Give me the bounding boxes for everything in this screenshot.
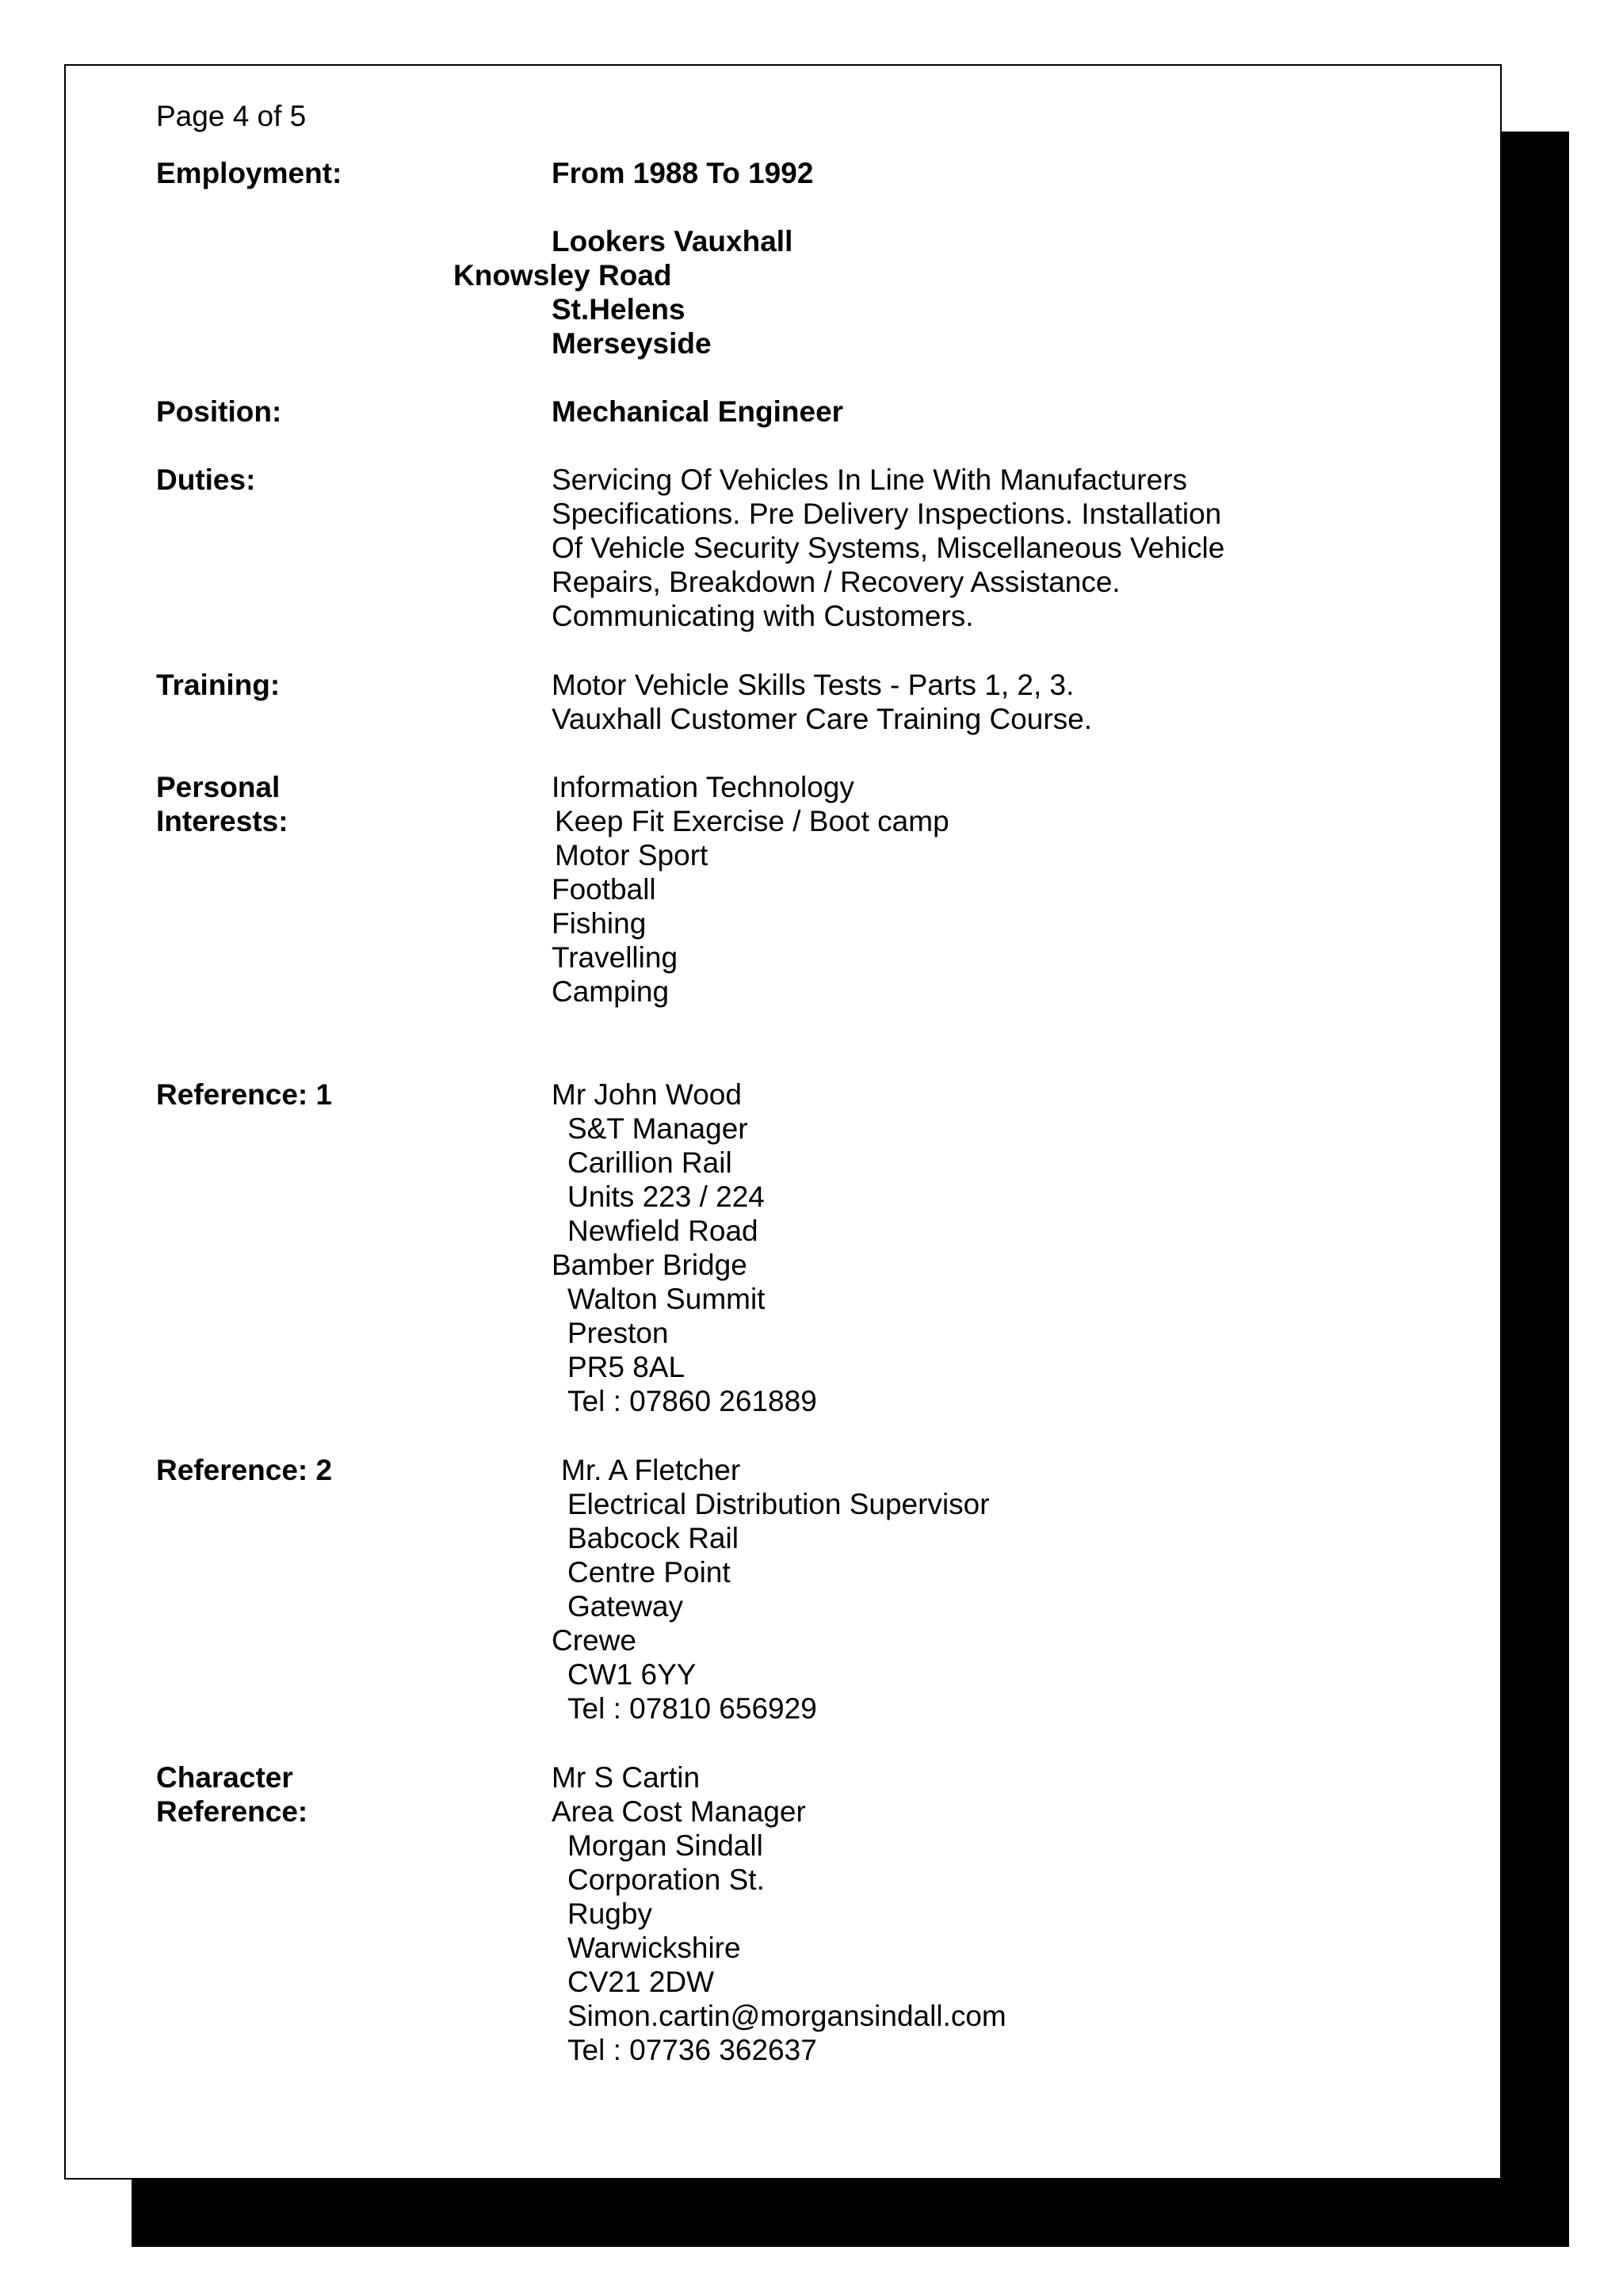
position-label: Position: — [156, 395, 282, 428]
page-number: Page 4 of 5 — [156, 100, 307, 132]
reference1-line: PR5 8AL — [567, 1351, 685, 1383]
reference2-line: Gateway — [567, 1590, 684, 1623]
position-value: Mechanical Engineer — [552, 395, 844, 428]
character-reference-line: Rugby — [567, 1897, 652, 1930]
reference2-label: Reference: 2 — [156, 1454, 333, 1486]
employment-address-line: St.Helens — [552, 293, 685, 326]
reference1-line: Newfield Road — [567, 1215, 758, 1247]
character-reference-line: Morgan Sindall — [567, 1829, 763, 1862]
duties-line: Specifications. Pre Delivery Inspections. Installation — [552, 498, 1222, 530]
reference2-line: CW1 6YY — [567, 1658, 697, 1691]
interest-item: Fishing — [552, 907, 647, 940]
employment-period: From 1988 To 1992 — [552, 157, 814, 189]
interest-item: Motor Sport — [555, 839, 708, 871]
employment-address-line: Knowsley Road — [453, 259, 672, 292]
reference1-line: Mr John Wood — [552, 1078, 742, 1111]
interest-item: Keep Fit Exercise / Boot camp — [555, 805, 949, 837]
interests-label: Personal — [156, 771, 281, 803]
reference1-line: Units 223 / 224 — [567, 1180, 765, 1213]
character-reference-line: CV21 2DW — [567, 1966, 715, 1998]
training-line: Vauxhall Customer Care Training Course. — [552, 703, 1093, 735]
interest-item: Football — [552, 873, 656, 906]
character-reference-email[interactable]: Simon.cartin@morgansindall.com — [567, 2000, 1006, 2032]
character-reference-line: Mr S Cartin — [552, 1761, 701, 1794]
character-reference-label: Reference: — [156, 1795, 308, 1828]
interests-label: Interests: — [156, 805, 288, 837]
employment-label: Employment: — [156, 157, 342, 189]
reference1-line: Bamber Bridge — [552, 1249, 747, 1281]
reference2-line: Tel : 07810 656929 — [567, 1692, 817, 1725]
duties-label: Duties: — [156, 463, 256, 496]
reference1-label: Reference: 1 — [156, 1078, 333, 1111]
character-reference-line: Warwickshire — [567, 1932, 741, 1964]
reference2-line: Mr. A Fletcher — [561, 1454, 741, 1486]
employment-address-line: Merseyside — [552, 327, 712, 360]
employment-company: Lookers Vauxhall — [552, 225, 793, 257]
character-reference-line: Corporation St. — [567, 1863, 765, 1896]
duties-line: Servicing Of Vehicles In Line With Manufacturers — [552, 463, 1188, 496]
reference2-line: Centre Point — [567, 1556, 731, 1589]
interest-item: Camping — [552, 975, 670, 1008]
training-label: Training: — [156, 669, 281, 701]
reference1-line: Carillion Rail — [567, 1146, 732, 1179]
reference2-line: Electrical Distribution Supervisor — [567, 1488, 990, 1520]
reference1-line: S&T Manager — [567, 1112, 748, 1145]
character-reference-line: Area Cost Manager — [552, 1795, 806, 1828]
training-line: Motor Vehicle Skills Tests - Parts 1, 2, 3. — [552, 669, 1075, 701]
duties-line: Repairs, Breakdown / Recovery Assistance. — [552, 566, 1121, 598]
reference1-line: Walton Summit — [567, 1283, 766, 1315]
character-reference-label: Character — [156, 1761, 293, 1794]
reference1-line: Preston — [567, 1317, 669, 1349]
interest-item: Travelling — [552, 941, 678, 974]
reference2-line: Crewe — [552, 1624, 636, 1657]
character-reference-line: Tel : 07736 362637 — [567, 2034, 817, 2066]
interest-item: Information Technology — [552, 771, 854, 803]
reference2-line: Babcock Rail — [567, 1522, 739, 1554]
document-page — [64, 64, 1502, 2180]
reference1-line: Tel : 07860 261889 — [567, 1385, 817, 1417]
duties-line: Of Vehicle Security Systems, Miscellaneous Vehicle — [552, 532, 1225, 564]
duties-line: Communicating with Customers. — [552, 600, 974, 632]
